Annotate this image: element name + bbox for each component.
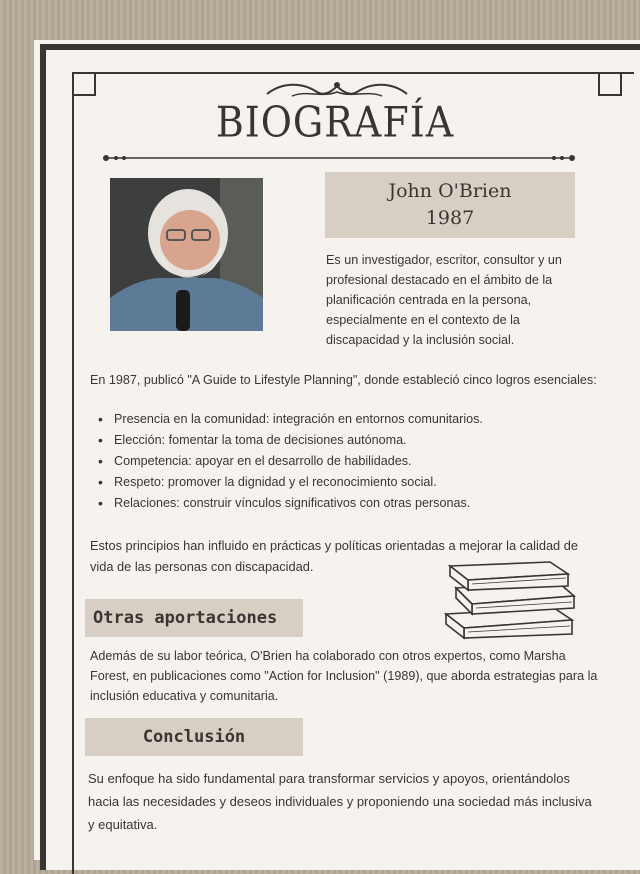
paragraph-other-contributions: Además de su labor teórica, O'Brien ha colaborado con otros expertos, como Marsha Forest, en publicaciones como "Action for Inclusion" (1989), que aborda estrategias para la inclusión educativa y comunitaria. xyxy=(90,649,598,703)
achievements-list xyxy=(96,409,616,514)
page-title: BIOGRAFÍA xyxy=(215,97,455,147)
list-item: • Respeto: promover la dignidad y el reconocimiento social. xyxy=(96,472,616,493)
portrait-photo xyxy=(110,178,263,331)
intro-text: Es un investigador, escritor, consultor y un profesional destacado en el ámbito de la planificación centrada en la persona, especialmente en el contexto de la discapacidad y la inclusión social. xyxy=(326,253,562,347)
section-heading-conclusion: Conclusión xyxy=(85,718,303,756)
list-item: • Relaciones: construir vínculos significativos con otras personas. xyxy=(96,493,616,514)
corner-ornament-left xyxy=(72,72,96,96)
list-item: • Competencia: apoyar en el desarrollo de habilidades. xyxy=(96,451,616,472)
list-item: • Elección: fomentar la toma de decisiones autónoma. xyxy=(96,430,616,451)
paragraph-principles: Estos principios han influido en prácticas y políticas orientadas a mejorar la calidad de vida de las personas con discapacidad. xyxy=(90,538,578,574)
paragraph-conclusion: Su enfoque ha sido fundamental para transformar servicios y apoyos, orientándolos hacia las necesidades y deseos individuales y proponiendo una sociedad más inclusiva y equitativa. xyxy=(88,771,592,832)
list-item: • Presencia en la comunidad: integración en entornos comunitarios. xyxy=(96,409,616,430)
corner-ornament-right xyxy=(598,72,622,96)
person-year: 1987 xyxy=(425,207,475,229)
name-box xyxy=(325,172,575,238)
person-name: John O'Brien xyxy=(388,180,512,202)
divider-rule-icon xyxy=(100,154,578,162)
paragraph-publication: En 1987, publicó "A Guide to Lifestyle Planning", donde estableció cinco logros esenciales: xyxy=(90,373,597,387)
books-icon xyxy=(442,558,576,640)
section-heading-other: Otras aportaciones xyxy=(85,599,303,637)
